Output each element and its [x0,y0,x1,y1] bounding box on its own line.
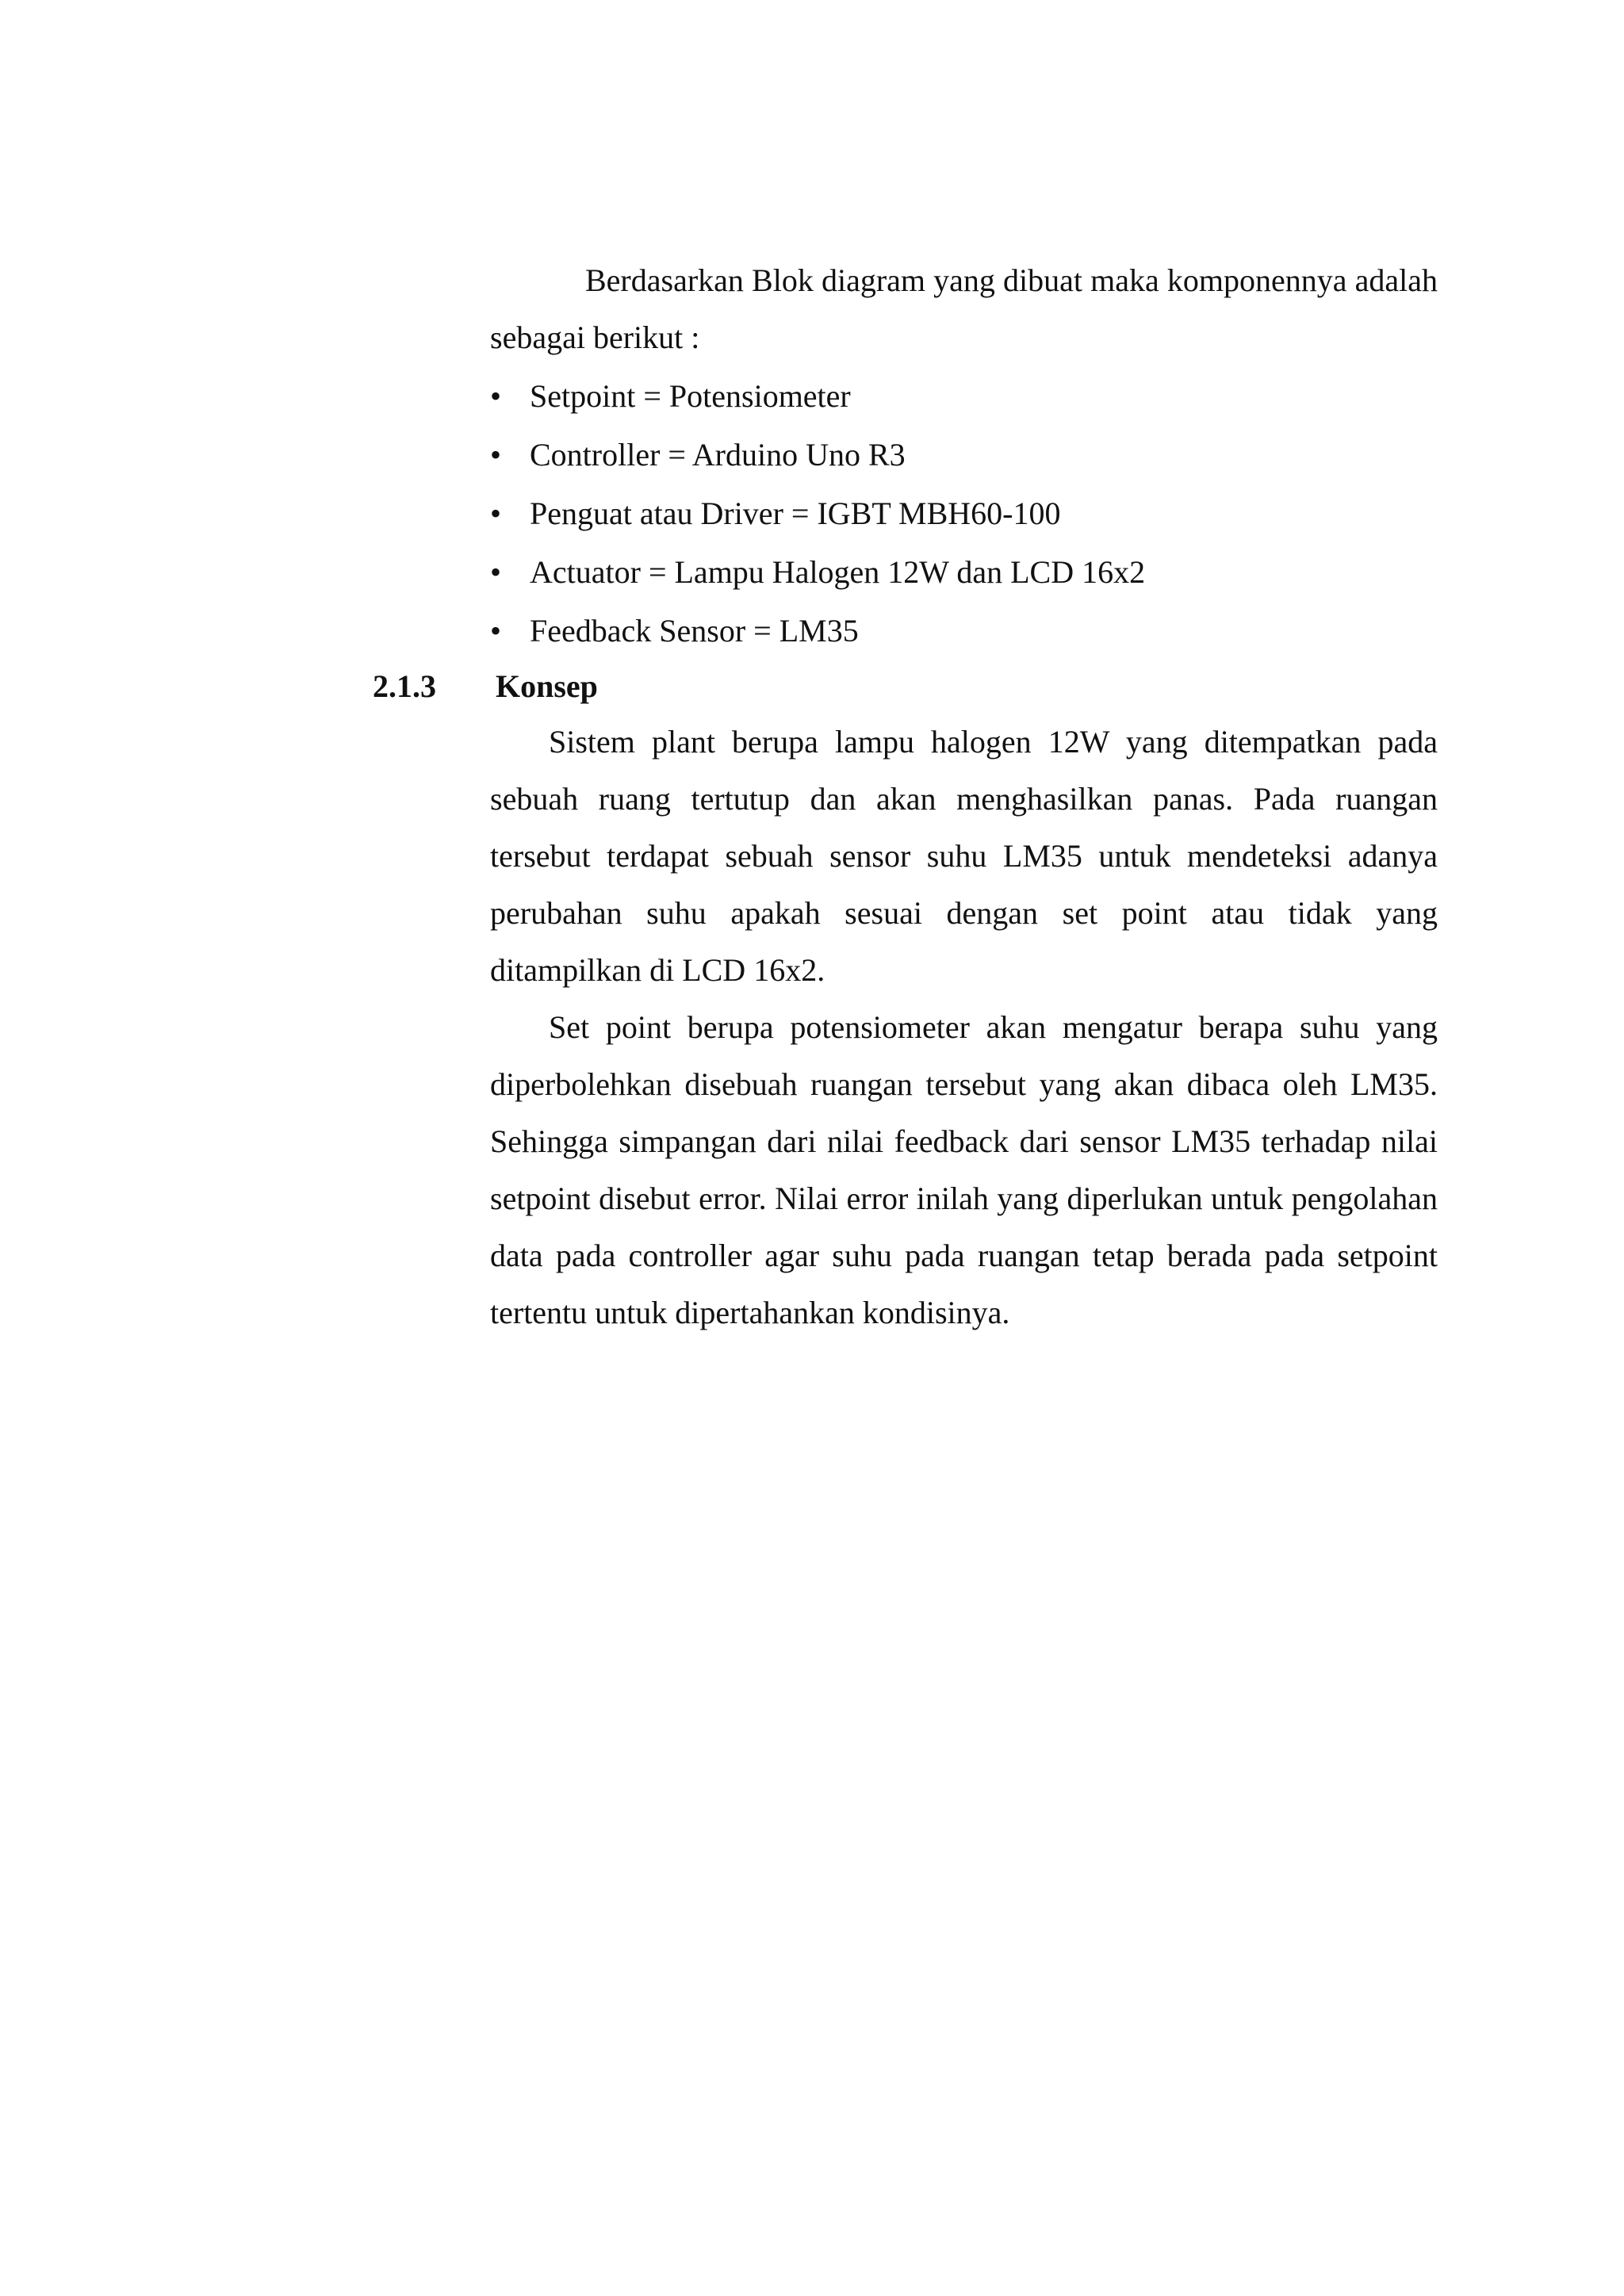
list-item [490,603,1438,661]
bullet-icon: • [490,554,502,590]
concept-section [490,714,1438,1341]
bullet-icon: • [490,496,502,531]
intro-section [490,252,1438,661]
section-title: Konsep [496,668,598,704]
list-item-text: Penguat atau Driver = IGBT MBH60-100 [530,496,1061,531]
body-paragraph: Sistem plant berupa lampu halogen 12W yang ditempatkan pada sebuah ruang tertutup dan akan menghasilkan panas. Pada ruangan tersebut terdapat sebuah sensor suhu LM35 untuk mendeteksi adanya perubahan suhu apakah sesuai dengan set point atau tidak yang ditampilkan di LCD 16x2. [490,724,1438,988]
list-item [490,485,1438,544]
list-item-text: Feedback Sensor = LM35 [530,613,859,649]
list-item-text: Controller = Arduino Uno R3 [530,437,906,473]
list-item-text: Actuator = Lampu Halogen 12W dan LCD 16x2 [530,554,1146,590]
body-paragraph: Set point berupa potensiometer akan mengatur berapa suhu yang diperbolehkan disebuah ruangan tersebut yang akan dibaca oleh LM35. Sehingga simpangan dari nilai feedback dari sensor LM35 terhadap nilai setpoint disebut error. Nilai error inilah yang diperlukan untuk pengolahan data pada controller agar suhu pada ruangan tetap berada pada setpoint tertentu untuk dipertahankan kondisinya. [490,1009,1438,1330]
list-item [490,544,1438,603]
bullet-icon: • [490,613,502,649]
component-list [490,368,1438,661]
section-number: 2.1.3 [373,668,436,704]
bullet-icon: • [490,378,502,414]
list-item [490,427,1438,485]
bullet-icon: • [490,437,502,473]
list-item [490,368,1438,427]
section-heading [373,658,598,715]
list-item-text: Setpoint = Potensiometer [530,378,851,414]
intro-paragraph: Berdasarkan Blok diagram yang dibuat maka komponennya adalah sebagai berikut : [490,262,1438,355]
